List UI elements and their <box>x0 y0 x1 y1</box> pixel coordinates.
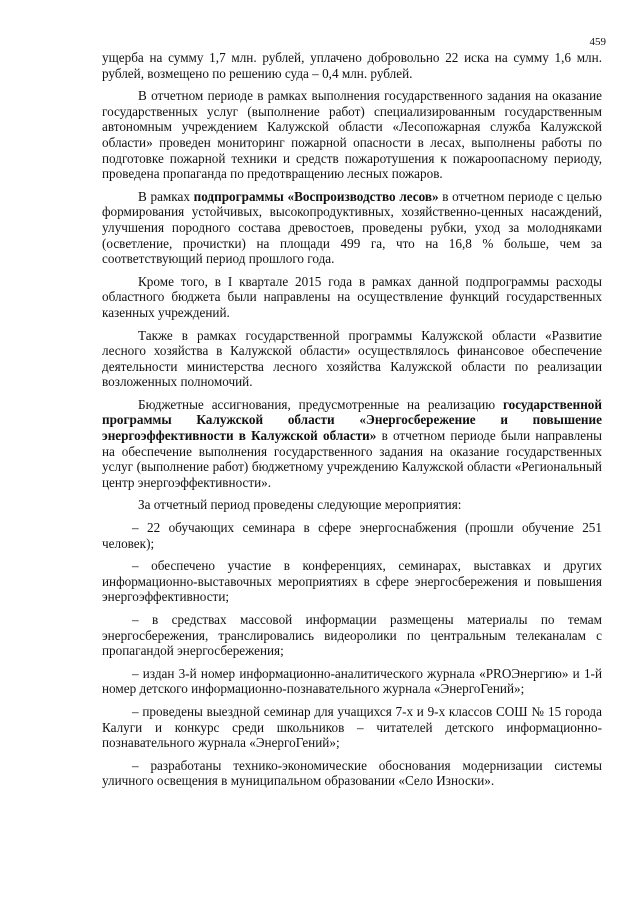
subprogram-title: подпрограммы «Воспроизводство лесов» <box>193 188 439 204</box>
page-number: 459 <box>589 36 606 48</box>
program-title: государственной программы Калужской области «Энергосбережение и повышение энергоэффективности в Калужской области» <box>102 396 602 444</box>
paragraph-ministry-funding: Также в рамках государственной программы Калужской области «Развитие лесного хозяйства в Калужской области» осуществлялось финансовое обеспечение деятельности министерства лесного хозяйства Калужской области по реализации возложенных полномочий. <box>102 327 602 390</box>
list-item-conferences: – обеспечено участие в конференциях, семинарах, выставках и других информационно-выставочных мероприятиях в сфере энергосбережения и повышения энергоэффективности; <box>102 558 602 605</box>
list-item-school-seminar: – проведены выездной семинар для учащихся 7-х и 9-х классов СОШ № 15 города Калуги и конкурс среди школьников – читателей детского информационно-познавательного журнала «ЭнергоГений»; <box>102 703 602 751</box>
paragraph-budget-q1: Кроме того, в I квартале 2015 года в рамках данной подпрограммы расходы областного бюджета были направлены на осуществление функций государственных казенных учреждений. <box>102 273 602 320</box>
list-item-seminars: – 22 обучающих семинара в сфере энергоснабжения (прошли обучение 251 человек); <box>102 520 602 551</box>
list-item-street-lighting: – разработаны технико-экономические обоснования модернизации системы уличного освещения в муниципальном образовании «Село Износки». <box>102 757 602 789</box>
document-body <box>102 50 602 796</box>
paragraph-text: В рамках <box>138 188 194 204</box>
list-item-journals: – издан 3-й номер информационно-аналитического журнала «PROЭнергию» и 1-й номер детского информационно-познавательного журнала «ЭнергоГений»; <box>102 665 602 697</box>
paragraph-fire-service: В отчетном периоде в рамках выполнения государственного задания на оказание государственных услуг (выполнение работ) специализированным государственным автономным учреждением Калужской области «Лесопожарная служба Калужской области» проведен мониторинг пожарной опасности в лесах, выполнены работы по подготовке пожарной техники и средств пожаротушения к пожароопасному периоду, проведена пропаганда по предотвращению лесных пожаров. <box>102 88 602 182</box>
list-item-media: – в средствах массовой информации размещены материалы по темам энергосбережения, транслировались видеоролики по центральным телеканалам с пропагандой энергосбережения; <box>102 612 602 659</box>
paragraph-forest-reproduction <box>102 189 602 267</box>
paragraph-events-intro: За отчетный период проведены следующие мероприятия: <box>138 497 462 513</box>
paragraph-text: в отчетном периоде с целью формирования устойчивых, высокопродуктивных, хозяйственно-ценных насаждений, улучшения породного состава древостоев, проведены рубки, уход за молодняками (осветление, прочистки) на площади 499 га, что на 16,8 % больше, чем за соответствующий период прошлого года. <box>102 188 602 267</box>
paragraph-energy-program <box>102 397 602 491</box>
paragraph-text: в отчетном периоде были направлены на обеспечение выполнения государственного задания на оказание государственных услуг (выполнение работ) бюджетному учреждению Калужской области «Региональный центр энергоэффективности». <box>102 428 602 490</box>
paragraph-damages: ущерба на сумму 1,7 млн. рублей, уплачено добровольно 22 иска на сумму 1,6 млн. рублей, возмещено по решению суда – 0,4 млн. рублей. <box>102 50 602 81</box>
paragraph-text: Бюджетные ассигнования, предусмотренные на реализацию <box>138 396 503 412</box>
